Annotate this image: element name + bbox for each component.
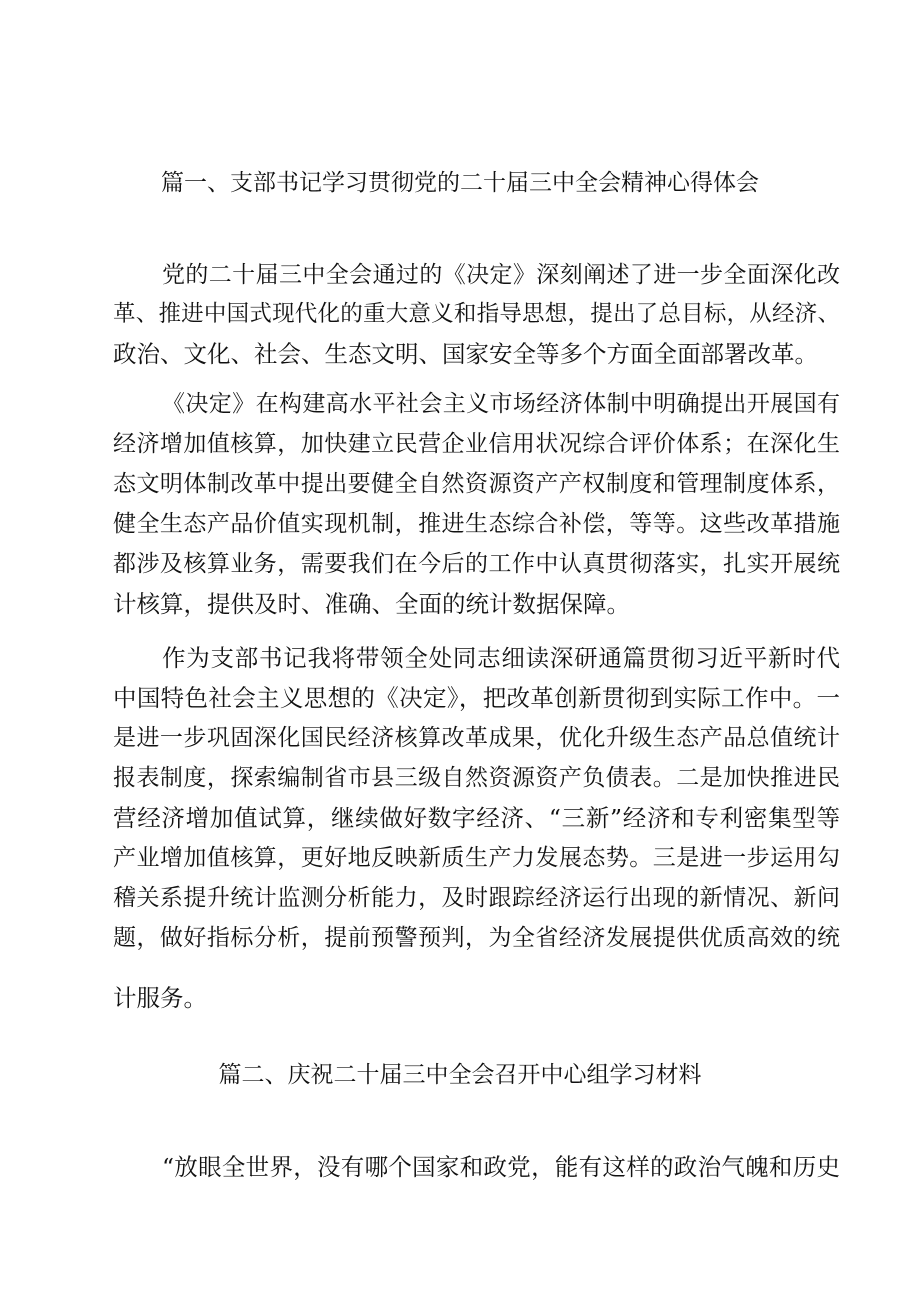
paragraph-line: 是进一步巩固深化国民经济核算改革成果，优化升级生态产品总值统计 — [113, 725, 840, 751]
paragraph-line: 营经济增加值试算，继续做好数字经济、“三新”经济和专利密集型等 — [113, 804, 840, 832]
paragraph-line: 态文明体制改革中提出要健全自然资源资产产权制度和管理制度体系， — [113, 471, 840, 497]
paragraph-line: 产业增加值核算，更好地反映新质生产力发展态势。三是进一步运用勾 — [113, 845, 840, 871]
paragraph-line: 作为支部书记我将带领全处同志细读深研通篇贯彻习近平新时代 — [162, 644, 840, 672]
section-heading-2: 篇二、庆祝二十届三中全会召开中心组学习材料 — [218, 1062, 702, 1088]
paragraph-line: 稽关系提升统计监测分析能力，及时跟踪经济运行出现的新情况、新问 — [113, 885, 840, 911]
paragraph-line: 计服务。 — [113, 984, 207, 1012]
paragraph-line: 政治、文化、社会、生态文明、国家安全等多个方面全面部署改革。 — [113, 340, 818, 368]
paragraph-line: 《决定》在构建高水平社会主义市场经济体制中明确提出开展国有 — [162, 391, 840, 417]
paragraph-line: 题，做好指标分析，提前预警预判，为全省经济发展提供优质高效的统 — [113, 925, 840, 951]
section-heading-1: 篇一、支部书记学习贯彻党的二十届三中全会精神心得体会 — [161, 170, 759, 196]
paragraph-line: “放眼全世界，没有哪个国家和政党，能有这样的政治气魄和历史 — [162, 1153, 840, 1181]
paragraph-line: 革、推进中国式现代化的重大意义和指导思想，提出了总目标，从经济、 — [113, 301, 840, 327]
paragraph-line: 健全生态产品价值实现机制，推进生态综合补偿，等等。这些改革措施 — [113, 511, 840, 537]
paragraph-line: 都涉及核算业务，需要我们在今后的工作中认真贯彻落实，扎实开展统 — [113, 551, 840, 577]
paragraph-line: 报表制度，探索编制省市县三级自然资源资产负债表。二是加快推进民 — [113, 765, 840, 791]
paragraph-line: 党的二十届三中全会通过的《决定》深刻阐述了进一步全面深化改 — [162, 262, 840, 288]
paragraph-line: 经济增加值核算，加快建立民营企业信用状况综合评价体系；在深化生 — [113, 431, 840, 457]
paragraph-line: 中国特色社会主义思想的《决定》，把改革创新贯彻到实际工作中。一 — [113, 684, 840, 712]
paragraph-line: 计核算，提供及时、准确、全面的统计数据保障。 — [113, 590, 630, 618]
